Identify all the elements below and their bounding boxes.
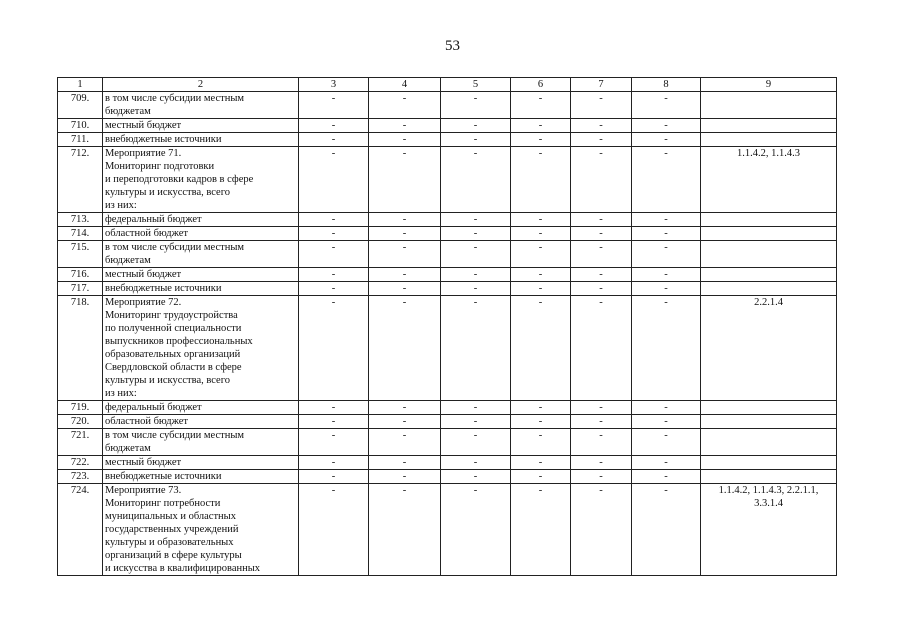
row-description: Мероприятие 71. Мониторинг подготовки и переподготовки кадров в сфере культуры и искусства, всего из них: xyxy=(103,147,299,213)
table-row xyxy=(58,282,837,296)
table-row xyxy=(58,227,837,241)
value-cell: - xyxy=(441,282,511,296)
value-cell: - xyxy=(299,147,369,213)
value-cell: - xyxy=(369,268,441,282)
value-cell: - xyxy=(369,92,441,119)
value-cell: - xyxy=(511,133,571,147)
row-description: в том числе субсидии местным бюджетам xyxy=(103,429,299,456)
row-number: 712. xyxy=(58,147,103,213)
value-cell: - xyxy=(632,268,701,282)
target-reference: 1.1.4.2, 1.1.4.3, 2.2.1.1, 3.3.1.4 xyxy=(701,484,837,576)
row-description: областной бюджет xyxy=(103,415,299,429)
value-cell: - xyxy=(441,133,511,147)
value-cell: - xyxy=(299,268,369,282)
value-cell: - xyxy=(299,296,369,401)
value-cell: - xyxy=(299,133,369,147)
target-reference xyxy=(701,213,837,227)
value-cell: - xyxy=(299,456,369,470)
table-row xyxy=(58,92,837,119)
value-cell: - xyxy=(369,401,441,415)
value-cell: - xyxy=(441,415,511,429)
value-cell: - xyxy=(632,227,701,241)
table-row xyxy=(58,401,837,415)
value-cell: - xyxy=(369,119,441,133)
value-cell: - xyxy=(299,92,369,119)
target-reference: 2.2.1.4 xyxy=(701,296,837,401)
column-header: 9 xyxy=(701,78,837,92)
row-number: 710. xyxy=(58,119,103,133)
row-description: Мероприятие 72. Мониторинг трудоустройства по полученной специальности выпускников профессиональных образовательных организаций Свердловской области в сфере культуры и искусства, всего из них: xyxy=(103,296,299,401)
value-cell: - xyxy=(369,470,441,484)
header-row xyxy=(58,78,837,92)
column-header: 4 xyxy=(369,78,441,92)
row-number: 713. xyxy=(58,213,103,227)
value-cell: - xyxy=(632,213,701,227)
value-cell: - xyxy=(299,470,369,484)
value-cell: - xyxy=(511,415,571,429)
value-cell: - xyxy=(441,147,511,213)
value-cell: - xyxy=(571,456,632,470)
value-cell: - xyxy=(511,147,571,213)
value-cell: - xyxy=(571,92,632,119)
row-number: 715. xyxy=(58,241,103,268)
value-cell: - xyxy=(632,133,701,147)
value-cell: - xyxy=(369,227,441,241)
target-reference xyxy=(701,429,837,456)
value-cell: - xyxy=(632,92,701,119)
value-cell: - xyxy=(632,147,701,213)
value-cell: - xyxy=(441,456,511,470)
row-description: внебюджетные источники xyxy=(103,470,299,484)
value-cell: - xyxy=(632,296,701,401)
value-cell: - xyxy=(441,296,511,401)
table-row xyxy=(58,296,837,401)
value-cell: - xyxy=(511,296,571,401)
value-cell: - xyxy=(632,456,701,470)
target-reference xyxy=(701,401,837,415)
row-number: 711. xyxy=(58,133,103,147)
value-cell: - xyxy=(299,484,369,576)
value-cell: - xyxy=(632,429,701,456)
value-cell: - xyxy=(571,296,632,401)
value-cell: - xyxy=(571,484,632,576)
value-cell: - xyxy=(441,213,511,227)
value-cell: - xyxy=(299,429,369,456)
value-cell: - xyxy=(571,429,632,456)
target-reference xyxy=(701,241,837,268)
value-cell: - xyxy=(441,401,511,415)
value-cell: - xyxy=(511,213,571,227)
column-header: 1 xyxy=(58,78,103,92)
value-cell: - xyxy=(441,92,511,119)
row-description: местный бюджет xyxy=(103,456,299,470)
value-cell: - xyxy=(632,470,701,484)
value-cell: - xyxy=(571,213,632,227)
value-cell: - xyxy=(571,415,632,429)
value-cell: - xyxy=(441,429,511,456)
value-cell: - xyxy=(571,119,632,133)
row-number: 720. xyxy=(58,415,103,429)
value-cell: - xyxy=(369,282,441,296)
table-row xyxy=(58,429,837,456)
value-cell: - xyxy=(571,227,632,241)
row-description: внебюджетные источники xyxy=(103,133,299,147)
column-header: 5 xyxy=(441,78,511,92)
row-number: 723. xyxy=(58,470,103,484)
table-row xyxy=(58,470,837,484)
value-cell: - xyxy=(369,296,441,401)
value-cell: - xyxy=(441,227,511,241)
target-reference xyxy=(701,119,837,133)
row-description: федеральный бюджет xyxy=(103,401,299,415)
row-number: 719. xyxy=(58,401,103,415)
value-cell: - xyxy=(511,484,571,576)
row-description: в том числе субсидии местным бюджетам xyxy=(103,241,299,268)
value-cell: - xyxy=(441,119,511,133)
row-number: 717. xyxy=(58,282,103,296)
value-cell: - xyxy=(511,456,571,470)
value-cell: - xyxy=(299,119,369,133)
value-cell: - xyxy=(369,241,441,268)
value-cell: - xyxy=(571,470,632,484)
value-cell: - xyxy=(511,92,571,119)
target-reference xyxy=(701,92,837,119)
value-cell: - xyxy=(369,484,441,576)
row-description: в том числе субсидии местным бюджетам xyxy=(103,92,299,119)
row-number: 718. xyxy=(58,296,103,401)
row-description: местный бюджет xyxy=(103,119,299,133)
value-cell: - xyxy=(369,415,441,429)
value-cell: - xyxy=(511,119,571,133)
target-reference xyxy=(701,282,837,296)
table-row xyxy=(58,456,837,470)
row-number: 722. xyxy=(58,456,103,470)
value-cell: - xyxy=(632,241,701,268)
value-cell: - xyxy=(299,415,369,429)
table-row xyxy=(58,213,837,227)
value-cell: - xyxy=(511,268,571,282)
row-description: Мероприятие 73. Мониторинг потребности муниципальных и областных государственных учреждений культуры и образовательных организаций в сфере культуры и искусства в квалифицированных xyxy=(103,484,299,576)
table-row xyxy=(58,484,837,576)
target-reference xyxy=(701,415,837,429)
value-cell: - xyxy=(299,241,369,268)
value-cell: - xyxy=(632,401,701,415)
value-cell: - xyxy=(369,133,441,147)
table-row xyxy=(58,415,837,429)
target-reference xyxy=(701,133,837,147)
value-cell: - xyxy=(511,429,571,456)
value-cell: - xyxy=(632,484,701,576)
value-cell: - xyxy=(511,470,571,484)
value-cell: - xyxy=(511,401,571,415)
value-cell: - xyxy=(571,241,632,268)
table-row xyxy=(58,147,837,213)
value-cell: - xyxy=(299,282,369,296)
row-number: 721. xyxy=(58,429,103,456)
value-cell: - xyxy=(511,227,571,241)
budget-table xyxy=(57,77,837,576)
row-number: 724. xyxy=(58,484,103,576)
table-row xyxy=(58,119,837,133)
value-cell: - xyxy=(571,282,632,296)
value-cell: - xyxy=(299,213,369,227)
value-cell: - xyxy=(369,147,441,213)
target-reference xyxy=(701,456,837,470)
value-cell: - xyxy=(441,268,511,282)
value-cell: - xyxy=(632,282,701,296)
column-header: 3 xyxy=(299,78,369,92)
column-header: 7 xyxy=(571,78,632,92)
value-cell: - xyxy=(571,401,632,415)
value-cell: - xyxy=(369,429,441,456)
table-row xyxy=(58,133,837,147)
value-cell: - xyxy=(511,282,571,296)
column-header: 2 xyxy=(103,78,299,92)
value-cell: - xyxy=(571,147,632,213)
target-reference: 1.1.4.2, 1.1.4.3 xyxy=(701,147,837,213)
row-description: внебюджетные источники xyxy=(103,282,299,296)
value-cell: - xyxy=(299,227,369,241)
column-header: 8 xyxy=(632,78,701,92)
row-number: 716. xyxy=(58,268,103,282)
row-number: 709. xyxy=(58,92,103,119)
value-cell: - xyxy=(571,133,632,147)
table-row xyxy=(58,268,837,282)
value-cell: - xyxy=(441,484,511,576)
value-cell: - xyxy=(369,456,441,470)
target-reference xyxy=(701,268,837,282)
value-cell: - xyxy=(369,213,441,227)
row-description: федеральный бюджет xyxy=(103,213,299,227)
value-cell: - xyxy=(632,119,701,133)
value-cell: - xyxy=(571,268,632,282)
value-cell: - xyxy=(511,241,571,268)
value-cell: - xyxy=(299,401,369,415)
row-description: областной бюджет xyxy=(103,227,299,241)
table-row xyxy=(58,241,837,268)
table-body xyxy=(58,92,837,576)
column-header: 6 xyxy=(511,78,571,92)
target-reference xyxy=(701,470,837,484)
target-reference xyxy=(701,227,837,241)
value-cell: - xyxy=(441,241,511,268)
row-number: 714. xyxy=(58,227,103,241)
value-cell: - xyxy=(441,470,511,484)
row-description: местный бюджет xyxy=(103,268,299,282)
value-cell: - xyxy=(632,415,701,429)
page-number: 53 xyxy=(445,38,460,54)
